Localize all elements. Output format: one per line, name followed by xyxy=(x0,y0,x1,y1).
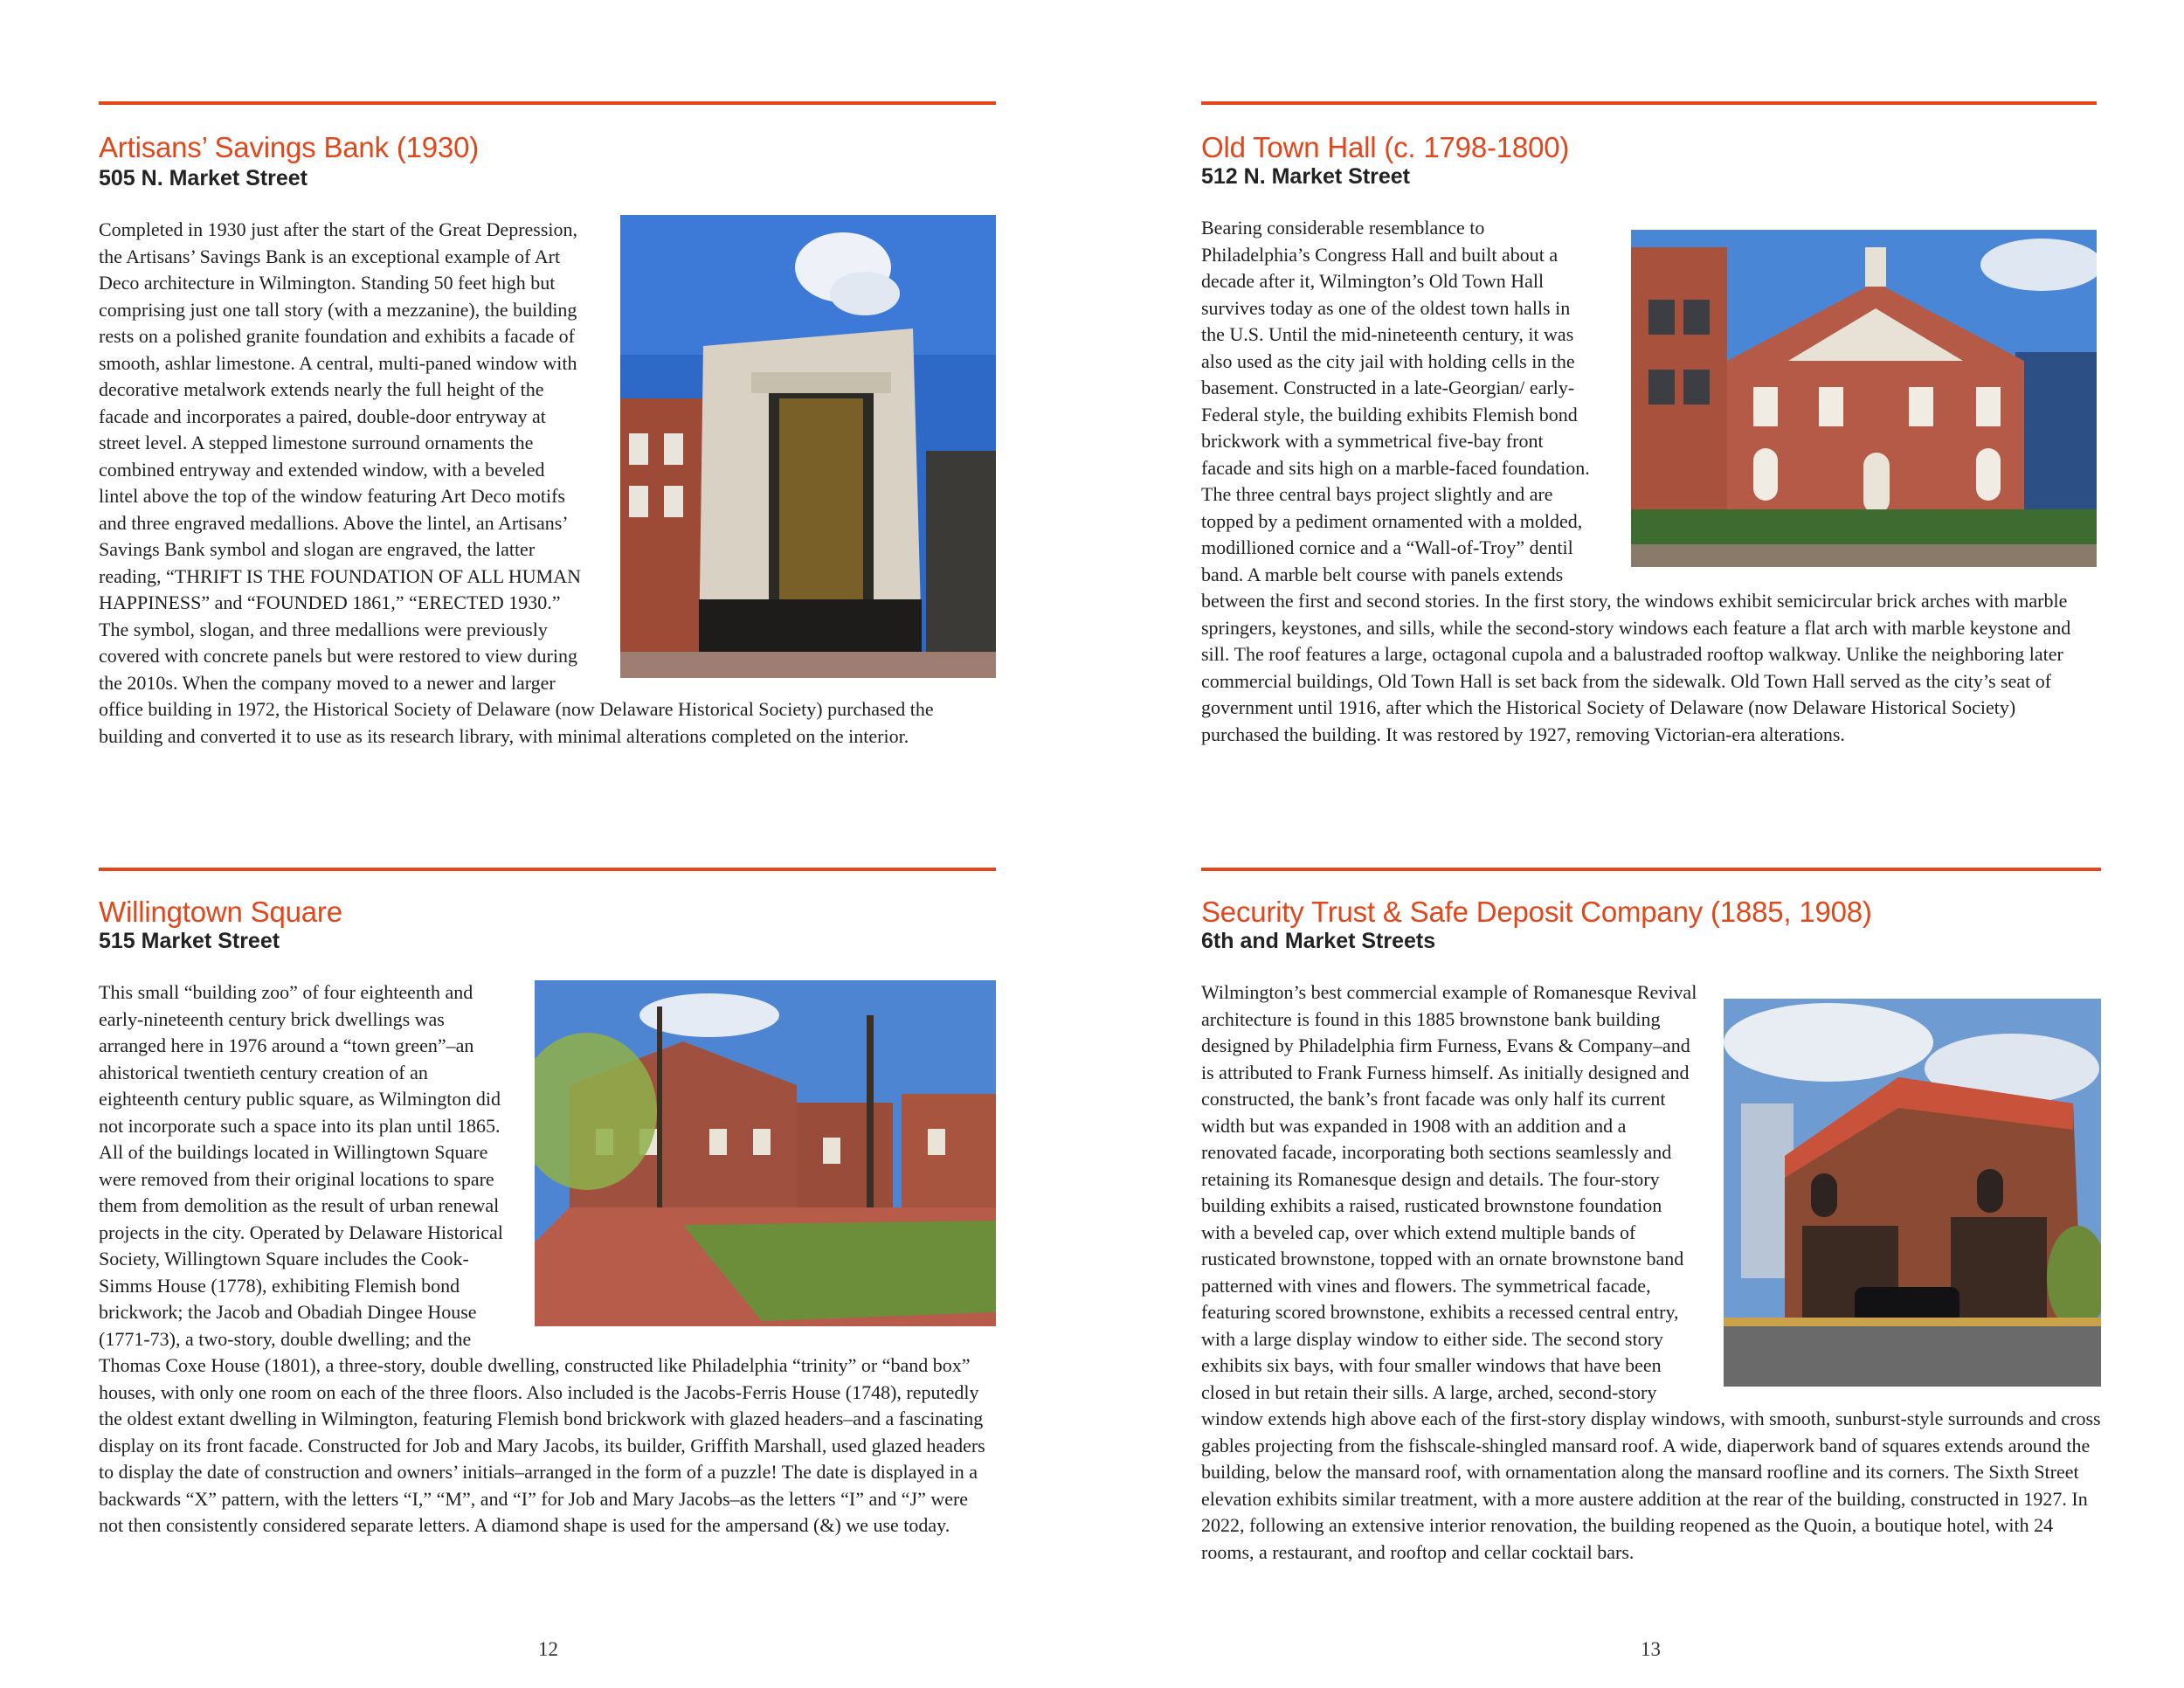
entry-address: 515 Market Street xyxy=(99,929,280,953)
entry-address: 512 N. Market Street xyxy=(1201,164,1411,189)
entry-artisans-savings-bank xyxy=(99,101,996,818)
entry-title: Security Trust & Safe Deposit Company (1885, 1908) xyxy=(1201,896,1872,928)
entry-body-block xyxy=(99,217,996,750)
entry-body: Wilmington’s best commercial example of Romanesque Revival architecture is found in this 1885 brownstone bank building designed by Philadelphia firm Furness, Evans & Company–and is attributed to Frank Furness himself. As initially designed and constructed, the bank’s front facade was only half its current width but was expanded in 1908 with an addition and a renovated facade, incorporating both sections seamlessly and retaining its Romanesque design and details. The four-story building exhibits a raised, rusticated brownstone foundation with a beveled cap, over which extend multiple bands of rusticated brownstone, topped with an ornate brownstone band patterned with vines and flowers. The symmetrical facade, featuring scored brownstone, exhibits a recessed central entry, with a large display window to either side. The second story exhibits six bays, with four smaller windows that have been closed in but retain their sills. A large, arched, second-story window extends high above each of the first-story display windows, with smooth, sunburst-style surrounds and cross gables projecting from the fishscale-shingled mansard roof. A wide, diaperwork band of squares extends around the building, below the mansard roof, with ornamentation along the mansard roofline and its corners. The Sixth Street elevation exhibits similar treatment, with a more austere addition at the rear of the building, constructed in 1927. In 2022, following an extensive interior renovation, the building reopened as the Quoin, a boutique hotel, with 24 rooms, a restaurant, and rooftop and cellar cocktail bars. xyxy=(1201,981,2101,1563)
section-divider xyxy=(99,101,996,105)
entry-old-town-hall xyxy=(1201,101,2097,792)
entry-title: Old Town Hall (c. 1798-1800) xyxy=(1201,131,1570,163)
section-divider xyxy=(1201,868,2101,871)
section-divider xyxy=(1201,101,2097,105)
willingtown-square-photo xyxy=(535,980,996,1326)
entry-body-block xyxy=(1201,215,2097,748)
entry-body: Bearing considerable resemblance to Philadelphia’s Congress Hall and built about a decade after it, Wilmington’s Old Town Hall survives today as one of the oldest town halls in the U.S. Until the mid-nineteenth century, it was also used as the city jail with holding cells in the basement. Constructed in a late-Georgian/ early-Federal style, the building exhibits Flemish bond brickwork with a symmetrical five-bay front facade and sits high on a marble-faced foundation. The three central bays project slightly and are topped by a pediment ornamented with a molded, modillioned cornice and a “Wall-of-Troy” dentil band. A marble belt course with panels extends between the first and second stories. In the first story, the windows exhibit semicircular brick arches with marble springers, keystones, and sills, while the second-story windows each feature a flat arch with marble keystone and sill. The roof features a large, octagonal cupola and a balustraded rooftop walkway. Unlike the neighboring later commercial buildings, Old Town Hall is set back from the sidewalk. Old Town Hall served as the city’s seat of government until 1916, after which the Historical Society of Delaware (now Delaware Historical Society) purchased the building. It was restored by 1927, removing Victorian-era alterations. xyxy=(1201,217,2071,745)
entry-body: This small “building zoo” of four eighteenth and early-nineteenth century brick dwellings was arranged here in 1976 around a “town green”–an ahistorical twentieth century creation of an eighteenth century public square, as Wilmington did not incorporate such a space into its plan until 1865. All of the buildings located in Willingtown Square were removed from their original locations to spare them from demolition as the result of urban renewal projects in the city. Operated by Delaware Historical Society, Willingtown Square includes the Cook-Simms House (1778), exhibiting Flemish bond brickwork; the Jacob and Obadiah Dingee House (1771-73), a two-story, double dwelling; and the Thomas Coxe House (1801), a three-story, double dwelling, constructed like Philadelphia “trinity” or “band box” houses, with only one room on each of the three floors. Also included is the Jacobs-Ferris House (1748), reputedly the oldest extant dwelling in Wilmington, featuring Flemish bond brickwork with glazed headers–and a fascinating display on its front facade. Constructed for Job and Mary Jacobs, its builder, Griffith Marshall, used glazed headers to display the date of construction and owners’ initials–arranged in the form of a puzzle! The date is displayed in a backwards “X” pattern, with the letters “I,” “M”, and “I” for Job and Mary Jacobs–as the letters “I” and “J” were not then consistently considered separate letters. A diamond shape is used for the ampersand (&) we use today. xyxy=(99,981,985,1536)
page-number-right: 13 xyxy=(1641,1638,1661,1660)
entry-willingtown-square xyxy=(99,868,996,1602)
entry-title: Artisans’ Savings Bank (1930) xyxy=(99,131,480,163)
entry-body-block xyxy=(99,979,996,1539)
entry-security-trust xyxy=(1201,868,2101,1602)
security-trust-photo xyxy=(1724,999,2101,1387)
entry-title: Willingtown Square xyxy=(99,896,342,928)
section-divider xyxy=(99,868,996,871)
artisans-bank-photo xyxy=(620,215,996,678)
old-town-hall-photo xyxy=(1631,230,2097,567)
page-number-left: 12 xyxy=(538,1638,558,1660)
entry-address: 505 N. Market Street xyxy=(99,166,308,190)
entry-address: 6th and Market Streets xyxy=(1201,929,1436,953)
entry-body: Completed in 1930 just after the start of the Great Depression, the Artisans’ Savings Bank is an exceptional example of Art Deco architecture in Wilmington. Standing 50 feet high but comprising just one tall story (with a mezzanine), the building rests on a polished granite foundation and exhibits a facade of smooth, ashlar limestone. A central, multi-paned window with decorative metalwork extends nearly the full height of the facade and incorporates a paired, double-door entryway at street level. A stepped limestone surround ornaments the combined entryway and extended window, with a beveled lintel above the top of the window featuring Art Deco motifs and three engraved medallions. Above the lintel, an Artisans’ Savings Bank symbol and slogan are engraved, the latter reading, “THRIFT IS THE FOUNDATION OF ALL HUMAN HAPPINESS” and “FOUNDED 1861,” “ERECTED 1930.” The symbol, slogan, and three medallions were previously covered with concrete panels but were restored to view during the 2010s. When the company moved to a newer and larger office building in 1972, the Historical Society of Delaware (now Delaware Historical Society) purchased the building and converted it to use as its research library, with minimal alterations completed on the interior. xyxy=(99,218,934,747)
entry-body-block xyxy=(1201,979,2101,1566)
